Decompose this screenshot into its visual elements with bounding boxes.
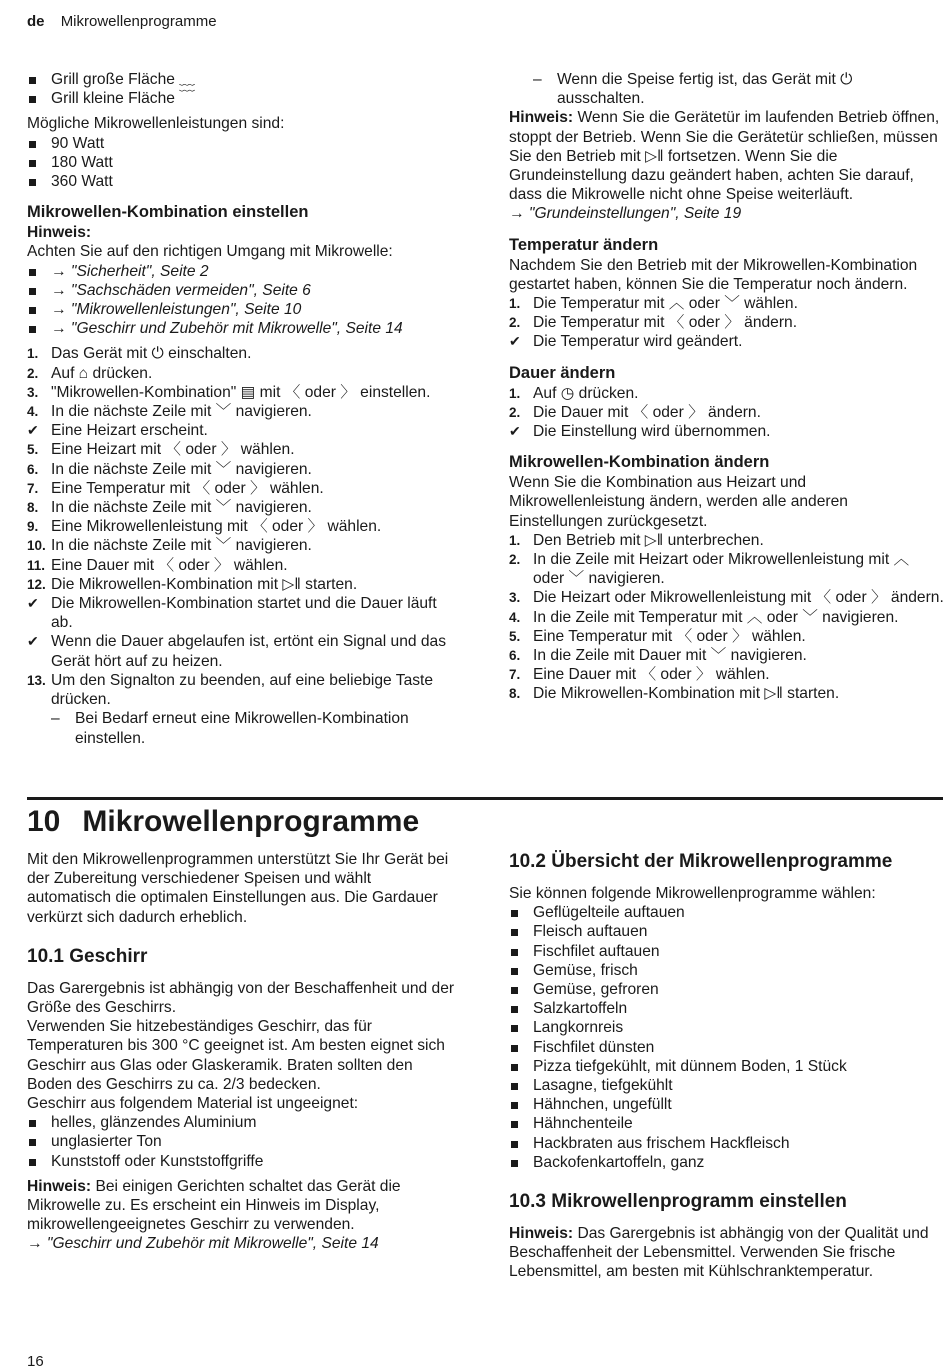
grill-list	[27, 70, 457, 108]
dauer-steps	[509, 384, 944, 442]
program-item: Geflügelteile auftauen	[509, 903, 944, 922]
step-text: Die Mikrowellen-Kombination mit ▷‖ starten.	[51, 575, 358, 593]
step-number: 5.	[509, 628, 521, 644]
step-text: Eine Dauer mit 〈 oder 〉 wählen.	[533, 666, 770, 684]
step-text: In die nächste Zeile mit ﹀ navigieren.	[51, 403, 312, 421]
step-text: Um den Signalton zu beenden, auf eine beliebige Taste drücken.	[51, 671, 434, 709]
step-item	[27, 594, 457, 632]
column-right-top	[509, 70, 944, 704]
step-text: In die nächste Zeile mit ﹀ navigieren.	[51, 537, 312, 555]
step-number: 2.	[509, 404, 521, 420]
step-item	[27, 460, 457, 479]
step-number: 1.	[509, 532, 521, 548]
list-item: unglasierter Ton	[27, 1132, 457, 1151]
section-heading-uebersicht: 10.2 Übersicht der Mikrowellenprogramme	[509, 851, 893, 872]
step-text: Die Einstellung wird übernommen.	[533, 423, 771, 441]
step-item	[27, 556, 457, 575]
step-item	[27, 632, 457, 670]
kombination-text: Wenn Sie die Kombination aus Heizart und Mikrowellenleistung ändern, werden alle anderen Einstellungen zurückgesetzt.	[509, 474, 848, 530]
step-text: Eine Temperatur mit 〈 oder 〉 wählen.	[533, 627, 806, 645]
step-item	[27, 498, 457, 517]
step-item	[509, 608, 944, 627]
step-item	[27, 575, 457, 594]
program-item: Salzkartoffeln	[509, 999, 944, 1018]
step-text: Das Gerät mit ⏻ einschalten.	[51, 345, 252, 363]
uebersicht-intro: Sie können folgende Mikrowellenprogramme wählen:	[509, 885, 876, 902]
step-item	[509, 665, 944, 684]
step-text: Die Dauer mit 〈 oder 〉 ändern.	[533, 403, 761, 421]
geschirr-p1: Das Garergebnis ist abhängig von der Beschaffenheit und der Größe des Geschirrs.	[27, 979, 455, 1017]
step-text: Die Temperatur mit ︿ oder ﹀ wählen.	[533, 295, 798, 313]
step-text: In die Zeile mit Temperatur mit ︿ oder ﹀ navigieren.	[533, 608, 899, 626]
step-text: In die nächste Zeile mit ﹀ navigieren.	[51, 499, 312, 517]
step-number: 1.	[509, 296, 521, 312]
checkmark-icon: ✔	[27, 422, 39, 439]
page-header	[27, 12, 217, 31]
step-text: Die Mikrowellen-Kombination startet und die Dauer läuft ab.	[51, 595, 437, 632]
step-item	[27, 421, 457, 440]
step-item	[509, 422, 944, 441]
program-item: Backofenkartoffeln, ganz	[509, 1153, 944, 1172]
step-text: Eine Dauer mit 〈 oder 〉 wählen.	[51, 556, 288, 574]
chapter-number: 10	[27, 805, 61, 838]
step-number: 10.	[27, 538, 46, 554]
chapter-name: Mikrowellenprogramme	[82, 805, 420, 838]
program-list	[509, 903, 944, 1172]
list-item: Grill große Fläche ﹏	[27, 70, 457, 89]
step-item	[27, 344, 457, 363]
step-item	[27, 440, 457, 459]
reference-item: → "Sicherheit", Seite 2	[27, 262, 457, 281]
temperatur-text: Nachdem Sie den Betrieb mit der Mikrowellen-Kombination gestartet haben, können Sie die Temperatur noch ändern.	[509, 256, 918, 293]
list-item: 180 Watt	[27, 153, 457, 172]
steps-list	[27, 344, 457, 709]
section-heading-kombination: Mikrowellen-Kombination einstellen	[27, 203, 309, 222]
reference-item: → "Geschirr und Zubehör mit Mikrowelle", Seite 14	[27, 319, 457, 338]
program-item: Gemüse, frisch	[509, 961, 944, 980]
step-text: "Mikrowellen-Kombination" ▤ mit 〈 oder 〉 einstellen.	[51, 383, 431, 401]
reference-list	[27, 262, 457, 339]
step-number: 2.	[27, 365, 39, 381]
program-item: Fleisch auftauen	[509, 922, 944, 941]
column-right-bottom	[509, 850, 944, 1282]
step-text: Eine Temperatur mit 〈 oder 〉 wählen.	[51, 479, 324, 497]
step-item	[27, 479, 457, 498]
list-item: Kunststoff oder Kunststoffgriffe	[27, 1152, 457, 1171]
step-item	[509, 403, 944, 422]
step-item	[27, 517, 457, 536]
step-item	[509, 294, 944, 313]
list-item: Grill kleine Fläche ﹋	[27, 89, 457, 108]
step-text: Wenn die Dauer abgelaufen ist, ertönt ein Signal und das Gerät hört auf zu heizen.	[51, 633, 447, 670]
step-text: Den Betrieb mit ▷‖ unterbrechen.	[533, 531, 764, 549]
step-number: 4.	[509, 609, 521, 625]
step-item	[509, 384, 944, 403]
step-item	[509, 684, 944, 703]
geschirr-p3: Geschirr aus folgendem Material ist ungeeignet:	[27, 1095, 359, 1113]
note-text: Bei einigen Gerichten schaltet das Gerät die Mikrowelle zu. Es erscheint ein Hinweis im Display, mikrowellengeeignetes Geschirr zu verwenden.	[27, 1177, 401, 1234]
list-item: 90 Watt	[27, 134, 457, 153]
step-item	[509, 646, 944, 665]
program-item: Lasagne, tiefgekühlt	[509, 1076, 944, 1095]
program-item: Fischfilet auftauen	[509, 942, 944, 961]
step-number: 7.	[509, 667, 521, 683]
program-item: Pizza tiefgekühlt, mit dünnem Boden, 1 Stück	[509, 1057, 944, 1076]
program-item: Hackbraten aus frischem Hackfleisch	[509, 1134, 944, 1153]
material-list	[27, 1113, 457, 1171]
step-item	[509, 531, 944, 550]
step-number: 9.	[27, 519, 39, 535]
step-text: Die Temperatur mit 〈 oder 〉 ändern.	[533, 314, 798, 332]
program-item: Langkornreis	[509, 1018, 944, 1037]
step-number: 12.	[27, 576, 46, 592]
chapter-title	[27, 804, 419, 840]
step-number: 7.	[27, 480, 39, 496]
step-text: Auf ◷ drücken.	[533, 384, 639, 402]
reference-item: → "Mikrowellenleistungen", Seite 10	[27, 300, 457, 319]
step-item	[27, 383, 457, 402]
chapter-rule	[27, 797, 943, 800]
step-number: 6.	[27, 461, 39, 477]
step-number: 1.	[509, 385, 521, 401]
step-number: 13.	[27, 672, 46, 688]
step-text: In die nächste Zeile mit ﹀ navigieren.	[51, 460, 312, 478]
step-number: 1.	[27, 346, 39, 362]
checkmark-icon: ✔	[509, 423, 521, 440]
section-heading-kombination-aendern: Mikrowellen-Kombination ändern	[509, 453, 770, 472]
step-text: Die Mikrowellen-Kombination mit ▷‖ starten.	[533, 685, 840, 703]
checkmark-icon: ✔	[27, 633, 39, 650]
section-heading-einstellen: 10.3 Mikrowellenprogramm einstellen	[509, 1191, 847, 1213]
note-label: Hinweis:	[509, 1225, 574, 1243]
step-number: 8.	[27, 500, 39, 516]
temperatur-steps	[509, 294, 944, 352]
step-number: 5.	[27, 442, 39, 458]
step-item	[509, 588, 944, 607]
checkmark-icon: ✔	[27, 595, 39, 612]
column-left-bottom	[27, 850, 457, 1254]
step-item	[509, 627, 944, 646]
program-item: Gemüse, gefroren	[509, 980, 944, 999]
note-label: Hinweis:	[27, 1177, 92, 1195]
note-reference: → "Grundeinstellungen", Seite 19	[509, 205, 742, 223]
section-heading-geschirr: 10.1 Geschirr	[27, 945, 148, 967]
step-item	[509, 313, 944, 332]
step-number: 2.	[509, 552, 521, 568]
step-number: 2.	[509, 315, 521, 331]
section-heading-dauer: Dauer ändern	[509, 363, 616, 382]
program-item: Hähnchenteile	[509, 1114, 944, 1133]
note-label: Hinweis:	[509, 109, 574, 127]
column-left-top	[27, 70, 457, 748]
step-number: 6.	[509, 648, 521, 664]
power-intro: Mögliche Mikrowellenleistungen sind:	[27, 115, 285, 133]
note-text: Das Garergebnis ist abhängig von der Qualität und Beschaffenheit der Lebensmittel. Verwenden Sie frische Lebensmittel, am besten mit Kühlschranktemperatur.	[509, 1225, 929, 1281]
substep: – Bei Bedarf erneut eine Mikrowellen-Kombination einstellen.	[51, 709, 457, 747]
step-text: In die Zeile mit Dauer mit ﹀ navigieren.	[533, 647, 807, 665]
step-item	[509, 332, 944, 351]
program-item: Fischfilet dünsten	[509, 1038, 944, 1057]
header-title: Mikrowellenprogramme	[60, 13, 217, 30]
step-number: 3.	[27, 384, 39, 400]
list-item: 360 Watt	[27, 172, 457, 191]
reference-item: → "Sachschäden vermeiden", Seite 6	[27, 281, 457, 300]
step-text: Die Temperatur wird geändert.	[533, 333, 743, 351]
step-number: 8.	[509, 686, 521, 702]
geschirr-p2: Verwenden Sie hitzebeständiges Geschirr, das für Temperaturen bis 300 °C geeignet ist. Am besten eignet sich Geschirr aus Glas oder Glaskeramik. Braten sollten den Boden des Geschirrs zu ca. 2/3 bedecken.	[27, 1018, 445, 1093]
list-item: helles, glänzendes Aluminium	[27, 1113, 457, 1132]
note-text: Wenn Sie die Gerätetür im laufenden Betrieb öffnen, stoppt der Betrieb. Wenn Sie die Gerätetür schließen, müssen Sie den Betrieb mit ▷‖ fortsetzen. Wenn Sie die Grundeinstellung dazu geändert haben, achten Sie darauf, dass die Mikrowelle nicht ohne Speise weiterläuft.	[509, 109, 940, 204]
step-item	[27, 402, 457, 421]
checkmark-icon: ✔	[509, 333, 521, 350]
step-number: 11.	[27, 557, 46, 573]
step-text: Eine Heizart mit 〈 oder 〉 wählen.	[51, 441, 295, 459]
page-number: 16	[27, 1353, 44, 1370]
step-text: In die Zeile mit Heizart oder Mikrowellenleistung mit ︿ oder ﹀ navigieren.	[533, 551, 910, 588]
kombination-steps	[509, 531, 944, 704]
step-number: 3.	[509, 590, 521, 606]
step-item	[27, 364, 457, 383]
step-text: Eine Heizart erscheint.	[51, 422, 208, 440]
step-text: Eine Mikrowellenleistung mit 〈 oder 〉 wählen.	[51, 518, 382, 536]
note-text: Achten Sie auf den richtigen Umgang mit Mikrowelle:	[27, 243, 393, 261]
power-list	[27, 134, 457, 192]
program-item: Hähnchen, ungefüllt	[509, 1095, 944, 1114]
note-reference: → "Geschirr und Zubehör mit Mikrowelle", Seite 14	[27, 1235, 379, 1253]
section-heading-temperatur: Temperatur ändern	[509, 235, 659, 254]
step-text: Die Heizart oder Mikrowellenleistung mit 〈 oder 〉 ändern.	[533, 589, 944, 607]
language-code: de	[27, 13, 45, 30]
note-label: Hinweis:	[27, 224, 92, 242]
step-number: 4.	[27, 404, 39, 420]
step-item	[27, 671, 457, 709]
step-text: Auf ⌂ drücken.	[51, 364, 153, 382]
step-item	[509, 550, 944, 588]
dash-item: – Wenn die Speise fertig ist, das Gerät mit ⏻ ausschalten.	[533, 70, 944, 108]
chapter-intro: Mit den Mikrowellenprogrammen unterstützt Sie Ihr Gerät bei der Zubereitung verschiedener Speisen und wählt automatisch die optimalen Einstellungen aus. Die Gardauer verkürzt sich dadurch erheblich.	[27, 851, 449, 926]
step-item	[27, 536, 457, 555]
